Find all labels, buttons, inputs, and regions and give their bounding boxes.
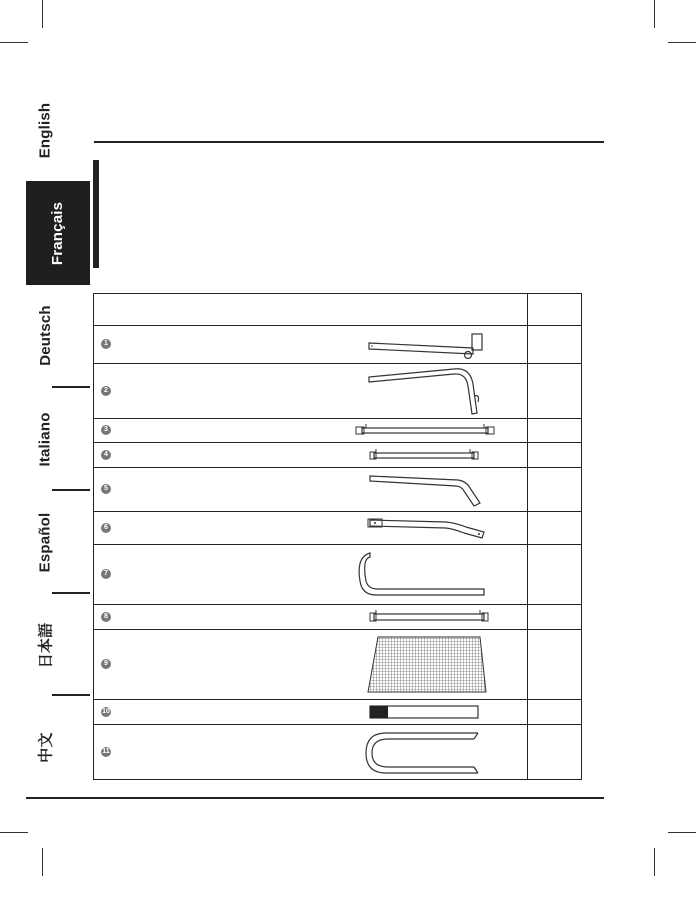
part-number-badge: 8 <box>101 612 111 622</box>
lang-tab-label: Deutsch <box>36 304 54 366</box>
part-7-image <box>356 547 496 603</box>
part-number-badge: 6 <box>101 523 111 533</box>
table-row <box>94 443 582 468</box>
part-cell <box>94 419 528 443</box>
part-cell <box>94 326 528 364</box>
part-1-image <box>366 328 496 362</box>
qty-cell <box>528 725 582 780</box>
lang-tab-espanol[interactable] <box>0 490 90 594</box>
lang-tab-label: 中文 <box>37 731 55 763</box>
part-number-badge: 3 <box>101 425 111 435</box>
qty-cell <box>528 419 582 443</box>
part-cell <box>94 545 528 605</box>
table-row <box>94 725 582 780</box>
crop-mark <box>654 848 655 876</box>
part-cell <box>94 468 528 512</box>
part-cell <box>94 364 528 419</box>
qty-cell <box>528 468 582 512</box>
lang-tab-italiano[interactable] <box>0 387 90 491</box>
part-5-image <box>366 470 496 510</box>
table-row <box>94 545 582 605</box>
part-number-badge: 5 <box>101 484 111 494</box>
lang-tab-label: Italiano <box>36 411 54 467</box>
part-4-image <box>366 444 496 466</box>
part-number-badge: 11 <box>102 747 110 755</box>
lang-tab-label: English <box>36 102 54 158</box>
table-row <box>94 419 582 443</box>
header-qty-cell <box>528 294 582 326</box>
lang-tab-label: 日本語 <box>37 622 55 668</box>
table-row <box>94 605 582 630</box>
part-number-badge: 4 <box>101 450 111 460</box>
part-cell <box>94 725 528 780</box>
part-2-image <box>366 366 496 418</box>
table-row <box>94 364 582 419</box>
lang-tab-label: Français <box>49 201 67 265</box>
table-header-row <box>94 294 582 326</box>
part-cell <box>94 700 528 725</box>
lang-tab-deutsch[interactable] <box>0 283 90 387</box>
qty-cell <box>528 630 582 700</box>
lang-tab-english[interactable] <box>0 78 90 182</box>
qty-cell <box>528 605 582 630</box>
qty-cell <box>528 512 582 545</box>
header-rule <box>94 141 604 143</box>
part-3-image <box>352 420 502 442</box>
crop-mark <box>654 0 655 28</box>
part-number-badge: 7 <box>101 569 111 579</box>
qty-cell <box>528 545 582 605</box>
part-9-net-image <box>364 632 494 698</box>
section-title-bar <box>93 160 99 268</box>
table-row <box>94 700 582 725</box>
lang-tab-francais[interactable] <box>26 181 90 285</box>
table-row <box>94 512 582 545</box>
qty-cell <box>528 364 582 419</box>
crop-mark <box>0 42 28 43</box>
part-number-badge: 1 <box>101 339 111 349</box>
part-cell <box>94 443 528 468</box>
part-number-badge: 9 <box>101 659 111 669</box>
header-part-cell <box>94 294 528 326</box>
part-6-image <box>366 514 496 544</box>
part-10-image <box>366 701 496 723</box>
part-8-image <box>366 606 496 628</box>
qty-cell <box>528 700 582 725</box>
crop-mark <box>0 832 28 833</box>
lang-tab-label: Español <box>36 512 54 572</box>
lang-tab-chinese[interactable] <box>0 695 90 799</box>
crop-mark <box>42 848 43 876</box>
crop-mark <box>668 832 696 833</box>
part-number-badge: 10 <box>102 707 110 715</box>
crop-mark <box>668 42 696 43</box>
parts-table <box>93 293 582 780</box>
crop-mark <box>42 0 43 28</box>
footer-rule <box>26 797 604 799</box>
part-cell <box>94 630 528 700</box>
table-row <box>94 630 582 700</box>
part-11-image <box>360 727 490 779</box>
table-row <box>94 326 582 364</box>
qty-cell <box>528 443 582 468</box>
part-number-badge: 2 <box>101 386 111 396</box>
table-row <box>94 468 582 512</box>
lang-tab-japanese[interactable] <box>0 593 90 697</box>
part-cell <box>94 512 528 545</box>
qty-cell <box>528 326 582 364</box>
part-cell <box>94 605 528 630</box>
